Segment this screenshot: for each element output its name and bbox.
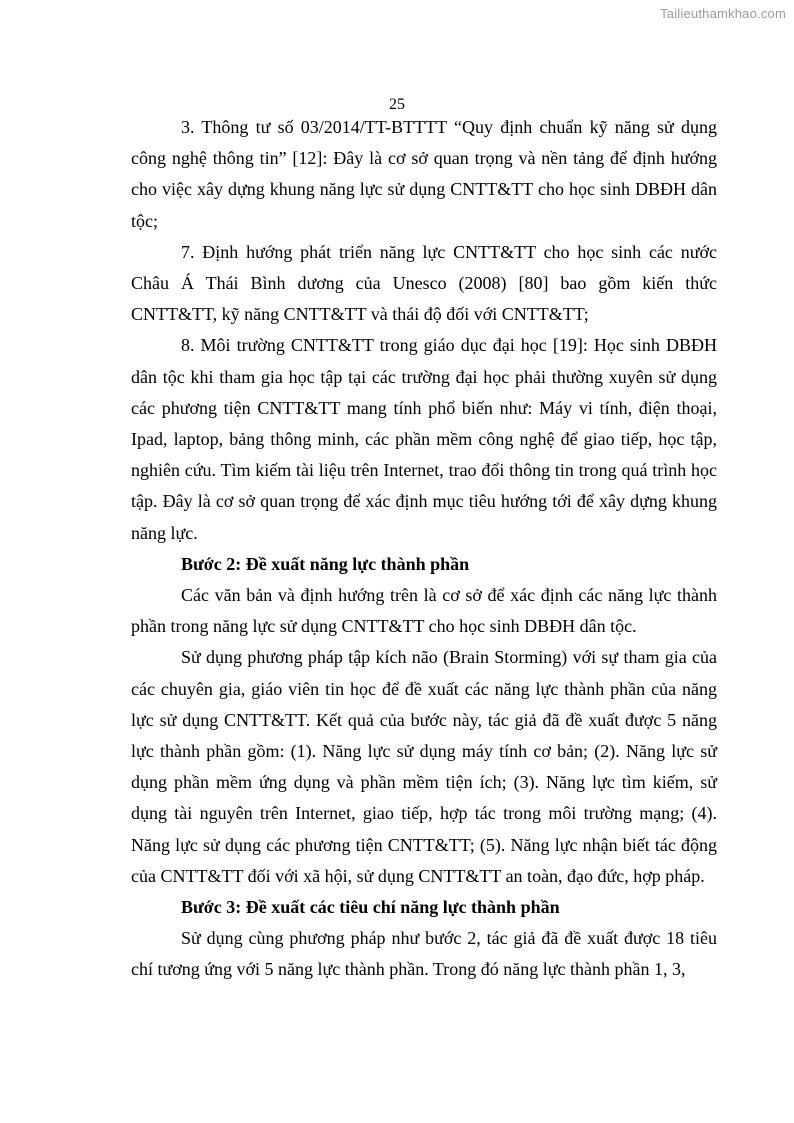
- paragraph-step-3-criteria: Sử dụng cùng phương pháp như bước 2, tác giả đã đề xuất được 18 tiêu chí tương ứng với 5 năng lực thành phần. Trong đó năng lực thành phần 1, 3,: [131, 928, 717, 980]
- document-body: [131, 112, 717, 986]
- watermark-text: Tailieuthamkhao.com: [660, 6, 786, 21]
- step-3-heading: Bước 3: Đề xuất các tiêu chí năng lực thành phần: [181, 897, 560, 918]
- paragraph-item-8-environment: 8. Môi trường CNTT&TT trong giáo dục đại học [19]: Học sinh DBĐH dân tộc khi tham gia học tập tại các trường đại học phải thường xuyên sử dụng các phương tiện CNTT&TT mang tính phổ biến như: Máy vi tính, điện thoại, Ipad, laptop, bảng thông minh, các phần mềm công nghệ để giao tiếp, học tập, nghiên cứu. Tìm kiếm tài liệu trên Internet, trao đổi thông tin trong quá trình học tập. Đây là cơ sở quan trọng để xác định mục tiêu hướng tới để xây dựng khung năng lực.: [131, 335, 717, 543]
- paragraph-item-7-unesco: 7. Định hướng phát triển năng lực CNTT&TT cho học sinh các nước Châu Á Thái Bình dương của Unesco (2008) [80] bao gồm kiến thức CNTT&TT, kỹ năng CNTT&TT và thái độ đối với CNTT&TT;: [131, 241, 717, 325]
- page-number: 25: [389, 96, 405, 113]
- step-2-heading: Bước 2: Đề xuất năng lực thành phần: [181, 553, 470, 574]
- paragraph-step-2-basis: Các văn bản và định hướng trên là cơ sở để xác định các năng lực thành phần trong năng lực sử dụng CNTT&TT cho học sinh DBĐH dân tộc.: [131, 585, 717, 637]
- paragraph-item-3-circular: 3. Thông tư số 03/2014/TT-BTTTT “Quy định chuẩn kỹ năng sử dụng công nghệ thông tin” [12]: Đây là cơ sở quan trọng và nền tảng để định hướng cho việc xây dựng khung năng lực sử dụng CNTT&TT cho học sinh DBĐH dân tộc;: [131, 117, 717, 231]
- paragraph-step-2-brainstorming: Sử dụng phương pháp tập kích não (Brain Storming) với sự tham gia của các chuyên gia, giáo viên tin học để đề xuất các năng lực thành phần của năng lực sử dụng CNTT&TT. Kết quả của bước này, tác giả đã đề xuất được 5 năng lực thành phần gồm: (1). Năng lực sử dụng máy tính cơ bản; (2). Năng lực sử dụng phần mềm ứng dụng và phần mềm tiện ích; (3). Năng lực tìm kiếm, sử dụng tài nguyên trên Internet, giao tiếp, hợp tác trong môi trường mạng; (4). Năng lực sử dụng các phương tiện CNTT&TT; (5). Năng lực nhận biết tác động của CNTT&TT đối với xã hội, sử dụng CNTT&TT an toàn, đạo đức, hợp pháp.: [131, 647, 717, 886]
